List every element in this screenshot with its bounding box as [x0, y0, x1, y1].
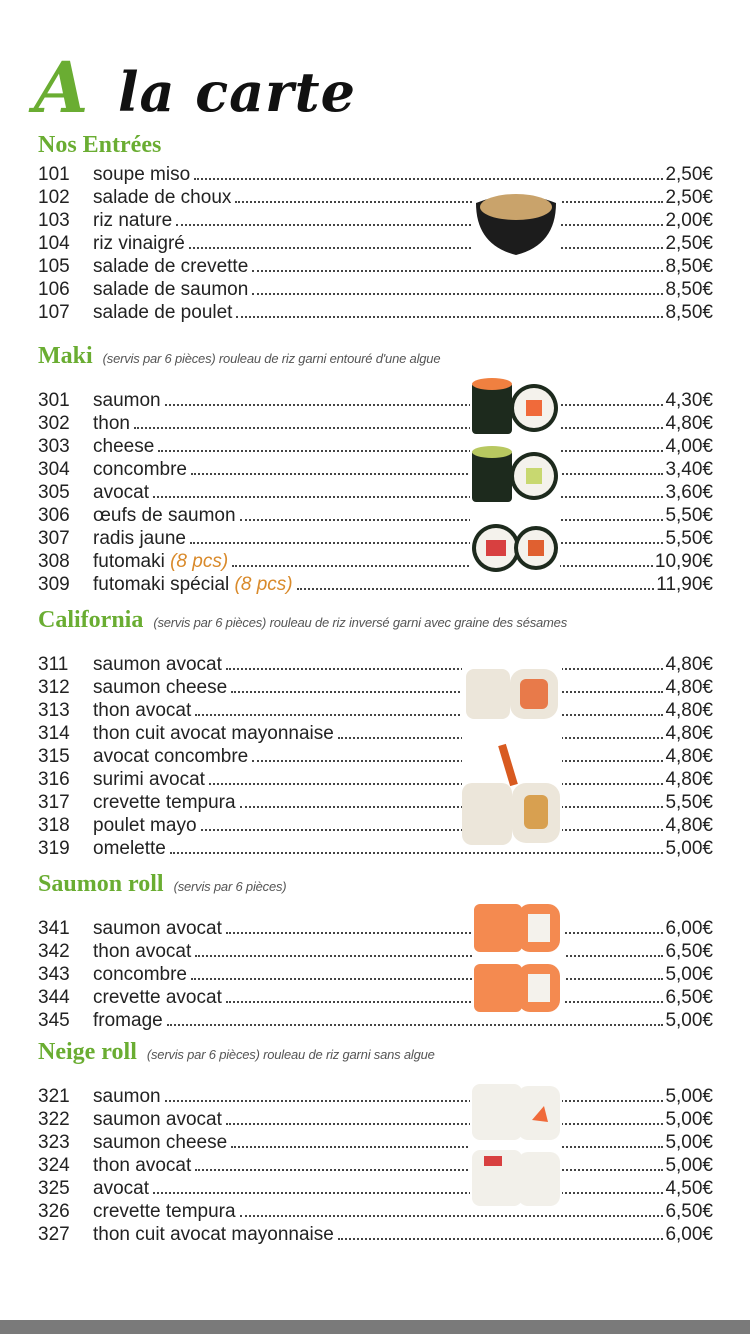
menu-item — [38, 791, 713, 814]
item-price: 6,00€ — [665, 918, 713, 939]
item-number: 308 — [38, 551, 70, 572]
saumon-roll-image — [472, 900, 564, 1015]
section-header — [38, 343, 713, 371]
item-name — [93, 1131, 227, 1154]
menu-item — [38, 653, 713, 676]
dot-leader — [231, 1145, 663, 1148]
bottom-bar — [0, 1320, 750, 1334]
item-name-text: salade de saumon — [93, 279, 249, 300]
item-number: 313 — [38, 700, 70, 721]
item-price: 5,00€ — [665, 1086, 713, 1107]
item-name — [93, 232, 185, 255]
menu-item — [38, 481, 713, 504]
dot-leader — [240, 805, 664, 808]
section-neige-roll — [38, 1039, 713, 1246]
item-name-text: soupe miso — [93, 164, 191, 185]
item-name — [93, 278, 248, 301]
menu-item — [38, 1085, 713, 1108]
item-number: 323 — [38, 1132, 70, 1153]
item-number: 306 — [38, 505, 70, 526]
item-name — [93, 481, 149, 504]
dot-leader — [226, 1122, 664, 1125]
item-price: 5,00€ — [665, 1132, 713, 1153]
item-name-text: thon avocat — [93, 1155, 192, 1176]
section-note: (servis par 6 pièces) rouleau de riz garni sans algue — [146, 1047, 435, 1062]
item-number: 302 — [38, 413, 70, 434]
menu-item — [38, 163, 713, 186]
menu-list — [38, 1085, 713, 1246]
item-pieces: (8 pcs) — [234, 574, 293, 595]
item-number: 344 — [38, 987, 70, 1008]
california-image — [462, 665, 562, 850]
menu-item — [38, 458, 713, 481]
section-header — [38, 132, 713, 160]
menu-item — [38, 504, 713, 527]
item-name — [93, 676, 227, 699]
dot-leader — [236, 315, 663, 318]
item-number: 322 — [38, 1109, 70, 1130]
item-price: 5,50€ — [665, 528, 713, 549]
item-price: 4,80€ — [665, 677, 713, 698]
menu-item — [38, 814, 713, 837]
item-name-text: radis jaune — [93, 528, 186, 549]
item-name-text: avocat concombre — [93, 746, 249, 767]
menu-item — [38, 1108, 713, 1131]
item-name-text: concombre — [93, 964, 187, 985]
item-number: 316 — [38, 769, 70, 790]
item-name-text: futomaki spécial — [93, 574, 230, 595]
item-name — [93, 1154, 191, 1177]
item-number: 301 — [38, 390, 70, 411]
item-name — [93, 1177, 149, 1200]
menu-list — [38, 917, 713, 1032]
menu-item — [38, 917, 713, 940]
item-name — [93, 837, 166, 860]
dot-leader — [297, 587, 655, 590]
item-name-text: saumon cheese — [93, 1132, 228, 1153]
item-number: 315 — [38, 746, 70, 767]
dot-leader — [158, 449, 663, 452]
item-price: 5,00€ — [665, 964, 713, 985]
item-name — [93, 435, 154, 458]
menu-item — [38, 412, 713, 435]
item-name — [93, 963, 187, 986]
menu-item — [38, 232, 713, 255]
item-name-text: cheese — [93, 436, 155, 457]
item-number: 342 — [38, 941, 70, 962]
item-number: 345 — [38, 1010, 70, 1031]
item-name-text: avocat — [93, 1178, 149, 1199]
dot-leader — [189, 246, 664, 249]
dot-leader — [252, 292, 663, 295]
menu-list — [38, 389, 713, 596]
item-number: 327 — [38, 1224, 70, 1245]
item-name-text: saumon avocat — [93, 1109, 222, 1130]
menu-item — [38, 255, 713, 278]
menu-item — [38, 573, 713, 596]
item-number: 314 — [38, 723, 70, 744]
item-name-text: thon cuit avocat mayonnaise — [93, 1224, 334, 1245]
item-name — [93, 940, 191, 963]
item-price: 2,00€ — [665, 210, 713, 231]
menu-item — [38, 1223, 713, 1246]
item-number: 103 — [38, 210, 70, 231]
item-name-text: saumon — [93, 1086, 161, 1107]
item-number: 304 — [38, 459, 70, 480]
item-number: 311 — [38, 654, 69, 675]
item-number: 107 — [38, 302, 70, 323]
item-price: 10,90€ — [654, 551, 713, 572]
dot-leader — [201, 828, 664, 831]
menu-item — [38, 278, 713, 301]
item-number: 105 — [38, 256, 70, 277]
section-title: Neige roll — [38, 1039, 137, 1065]
item-price: 5,00€ — [665, 1109, 713, 1130]
item-price: 4,30€ — [665, 390, 713, 411]
item-price: 8,50€ — [665, 302, 713, 323]
dot-leader — [165, 1099, 664, 1102]
dot-leader — [190, 541, 664, 544]
section-header — [38, 1039, 713, 1067]
menu-item — [38, 1177, 713, 1200]
section-title: Nos Entrées — [38, 132, 162, 158]
item-name — [93, 255, 248, 278]
item-price: 4,00€ — [665, 436, 713, 457]
dot-leader — [195, 954, 663, 957]
dot-leader — [231, 690, 663, 693]
item-name — [93, 1085, 161, 1108]
item-price: 4,50€ — [665, 1178, 713, 1199]
dot-leader — [134, 426, 663, 429]
item-number: 318 — [38, 815, 70, 836]
item-number: 104 — [38, 233, 70, 254]
menu-item — [38, 986, 713, 1009]
section-note: (servis par 6 pièces) rouleau de riz inversé garni avec graine des sésames — [153, 615, 568, 630]
section-maki — [38, 343, 713, 596]
menu-item — [38, 550, 713, 573]
menu-item — [38, 940, 713, 963]
menu-item — [38, 676, 713, 699]
item-name-text: fromage — [93, 1010, 163, 1031]
dot-leader — [226, 931, 664, 934]
item-price: 5,50€ — [665, 792, 713, 813]
item-name-text: saumon cheese — [93, 677, 228, 698]
dot-leader — [240, 518, 664, 521]
item-name — [93, 699, 191, 722]
item-number: 307 — [38, 528, 70, 549]
item-name-text: saumon avocat — [93, 918, 222, 939]
dot-leader — [153, 495, 663, 498]
item-price: 4,80€ — [665, 700, 713, 721]
item-price: 11,90€ — [656, 574, 713, 595]
item-number: 317 — [38, 792, 70, 813]
item-number: 102 — [38, 187, 70, 208]
item-name-text: riz nature — [93, 210, 173, 231]
item-name-text: œufs de saumon — [93, 505, 236, 526]
section-note: (servis par 6 pièces) rouleau de riz garni entouré d'une algue — [102, 351, 441, 366]
item-name — [93, 814, 197, 837]
item-name — [93, 301, 232, 324]
item-name — [93, 504, 236, 527]
item-number: 341 — [38, 918, 70, 939]
maki-image — [470, 378, 560, 574]
item-name — [93, 573, 293, 596]
menu-item — [38, 1009, 713, 1032]
item-name-text: concombre — [93, 459, 187, 480]
item-name — [93, 186, 231, 209]
dot-leader — [195, 713, 663, 716]
item-name — [93, 768, 205, 791]
item-price: 8,50€ — [665, 256, 713, 277]
menu-item — [38, 745, 713, 768]
dot-leader — [338, 1237, 664, 1240]
menu-item — [38, 527, 713, 550]
menu-item — [38, 768, 713, 791]
item-number: 312 — [38, 677, 70, 698]
item-price: 5,50€ — [665, 505, 713, 526]
item-name — [93, 163, 190, 186]
item-price: 3,40€ — [665, 459, 713, 480]
item-name-text: salade de crevette — [93, 256, 249, 277]
section-california — [38, 607, 713, 860]
item-price: 6,50€ — [665, 1201, 713, 1222]
menu-item — [38, 1154, 713, 1177]
title-first-letter: A — [34, 46, 89, 129]
item-name-text: surimi avocat — [93, 769, 205, 790]
menu-item — [38, 186, 713, 209]
item-price: 5,00€ — [665, 1155, 713, 1176]
dot-leader — [170, 851, 664, 854]
item-price: 5,00€ — [665, 838, 713, 859]
item-name — [93, 527, 186, 550]
item-number: 309 — [38, 574, 70, 595]
dot-leader — [191, 472, 663, 475]
item-pieces: (8 pcs) — [170, 551, 229, 572]
section-title: Maki — [38, 343, 93, 369]
item-number: 326 — [38, 1201, 70, 1222]
dot-leader — [191, 977, 663, 980]
item-price: 4,80€ — [665, 654, 713, 675]
item-name — [93, 412, 130, 435]
title-rest: la carte — [118, 60, 356, 124]
dot-leader — [252, 759, 663, 762]
item-name-text: thon — [93, 413, 130, 434]
item-name-text: poulet mayo — [93, 815, 197, 836]
item-name-text: avocat — [93, 482, 149, 503]
item-number: 319 — [38, 838, 70, 859]
dot-leader — [165, 403, 664, 406]
item-price: 5,00€ — [665, 1010, 713, 1031]
section-title: Saumon roll — [38, 871, 164, 897]
section-header — [38, 607, 713, 635]
item-price: 4,80€ — [665, 815, 713, 836]
section-note: (servis par 6 pièces) — [173, 879, 287, 894]
item-price: 2,50€ — [665, 233, 713, 254]
dot-leader — [252, 269, 663, 272]
dot-leader — [235, 200, 663, 203]
item-name — [93, 791, 236, 814]
item-name-text: thon avocat — [93, 941, 192, 962]
item-price: 4,80€ — [665, 746, 713, 767]
item-price: 2,50€ — [665, 187, 713, 208]
item-name — [93, 458, 187, 481]
item-number: 324 — [38, 1155, 70, 1176]
menu-item — [38, 963, 713, 986]
item-price: 4,80€ — [665, 413, 713, 434]
item-name — [93, 722, 334, 745]
menu-item — [38, 837, 713, 860]
item-number: 325 — [38, 1178, 70, 1199]
item-name — [93, 1108, 222, 1131]
menu-item — [38, 1200, 713, 1223]
item-name — [93, 986, 222, 1009]
item-name-text: saumon — [93, 390, 161, 411]
item-name-text: crevette avocat — [93, 987, 222, 1008]
item-number: 101 — [38, 164, 70, 185]
menu-item — [38, 1131, 713, 1154]
menu-list — [38, 653, 713, 860]
dot-leader — [194, 177, 663, 180]
item-name — [93, 1223, 334, 1246]
dot-leader — [226, 1000, 664, 1003]
item-name — [93, 209, 172, 232]
item-number: 305 — [38, 482, 70, 503]
dot-leader — [176, 223, 663, 226]
section-header — [38, 871, 713, 899]
item-price: 6,00€ — [665, 1224, 713, 1245]
menu-item — [38, 209, 713, 232]
section-entrees — [38, 132, 713, 324]
item-name — [93, 389, 161, 412]
item-price: 4,80€ — [665, 723, 713, 744]
item-name-text: omelette — [93, 838, 166, 859]
section-saumon-roll — [38, 871, 713, 1032]
item-name-text: thon avocat — [93, 700, 192, 721]
menu-item — [38, 722, 713, 745]
item-name-text: thon cuit avocat mayonnaise — [93, 723, 334, 744]
item-name-text: riz vinaigré — [93, 233, 185, 254]
item-name-text: saumon avocat — [93, 654, 222, 675]
item-name — [93, 917, 222, 940]
dot-leader — [232, 564, 653, 567]
item-name-text: crevette tempura — [93, 1201, 236, 1222]
miso-soup-image — [472, 185, 560, 257]
item-number: 321 — [38, 1086, 70, 1107]
item-price: 4,80€ — [665, 769, 713, 790]
item-name-text: salade de poulet — [93, 302, 233, 323]
section-title: California — [38, 607, 144, 633]
item-price: 6,50€ — [665, 987, 713, 1008]
dot-leader — [240, 1214, 664, 1217]
menu-item — [38, 301, 713, 324]
item-name — [93, 653, 222, 676]
item-number: 343 — [38, 964, 70, 985]
item-name-text: salade de choux — [93, 187, 232, 208]
menu-list — [38, 163, 713, 324]
dot-leader — [226, 667, 664, 670]
item-number: 106 — [38, 279, 70, 300]
item-name-text: crevette tempura — [93, 792, 236, 813]
dot-leader — [167, 1023, 664, 1026]
dot-leader — [209, 782, 664, 785]
item-name — [93, 1200, 236, 1223]
menu-item — [38, 435, 713, 458]
neige-roll-image — [470, 1080, 562, 1210]
item-price: 3,60€ — [665, 482, 713, 503]
dot-leader — [153, 1191, 663, 1194]
item-price: 8,50€ — [665, 279, 713, 300]
item-name — [93, 745, 248, 768]
item-name — [93, 550, 228, 573]
item-name — [93, 1009, 163, 1032]
dot-leader — [195, 1168, 663, 1171]
item-price: 2,50€ — [665, 164, 713, 185]
item-number: 303 — [38, 436, 70, 457]
item-price: 6,50€ — [665, 941, 713, 962]
item-name-text: futomaki — [93, 551, 165, 572]
menu-item — [38, 699, 713, 722]
menu-item — [38, 389, 713, 412]
